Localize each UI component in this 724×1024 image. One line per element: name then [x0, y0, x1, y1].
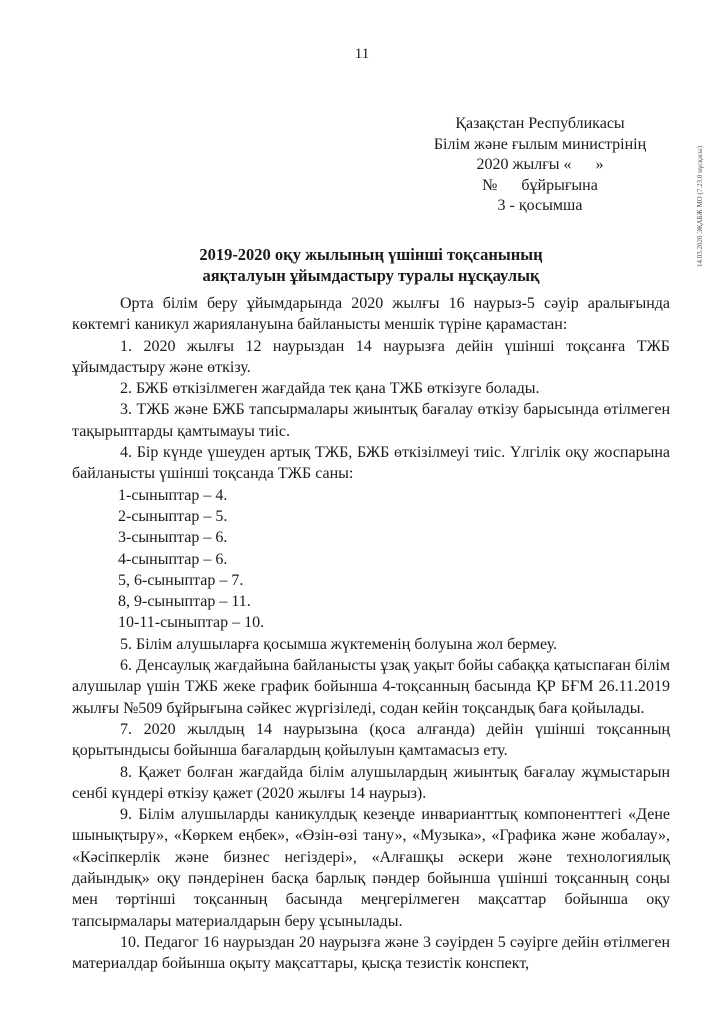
addressee-line: № бұйрығына [482, 176, 598, 194]
document-body [72, 293, 670, 975]
addressee-line: 3 - қосымша [497, 197, 583, 214]
title-line-2: аяқталуын ұйымдастыру туралы нұсқаулық [202, 266, 540, 285]
intro-paragraph: Орта білім беру ұйымдарында 2020 жылғы 16 наурыз-5 сәуір аралығында көктемгі каникул жариялануына байланысты меншік түріне қарамастан: [72, 295, 670, 334]
item-2: 2. БЖБ өткізілмеген жағдайда тек қана ТЖБ өткізуге болады. [120, 380, 540, 398]
item-4: 4. Бір күнде үшеуден артық ТЖБ, БЖБ өткізілмеуі тиіс. Үлгілік оқу жоспарына байланысты үшінші тоқсанда ТЖБ саны: [72, 444, 670, 483]
addressee-block [410, 114, 670, 217]
item-1: 1. 2020 жылғы 12 наурыздан 14 наурызға дейін үшінші тоқсанға ТЖБ ұйымдастыру және өткізу. [72, 337, 670, 376]
document-title [72, 244, 670, 286]
item-8: 8. Қажет болған жағдайда білім алушылардың жиынтық бағалау жұмыстарын сенбі күндері өткізу қажет (2020 жылғы 14 наурыз). [72, 763, 670, 802]
grade-count-item: 8, 9-сыныптар – 11. [118, 593, 251, 611]
grade-count-item: 1-сыныптар – 4. [118, 486, 228, 504]
grade-count-item: 5, 6-сыныптар – 7. [118, 571, 244, 589]
item-6: 6. Денсаулық жағдайына байланысты ұзақ уақыт бойы сабаққа қатыспаған білім алушылар үшін ТЖБ жеке график бойынша 4-тоқсанның басында ҚР БҒМ 26.11.2019 жылғы №509 бұйрығына сәйкес жүргізіледі, содан кейін тоқсандық баға қойылады. [72, 657, 670, 717]
grade-count-item: 10-11-сыныптар – 10. [118, 614, 265, 632]
addressee-line: Қазақстан Республикасы [455, 115, 625, 132]
grade-count-item: 3-сыныптар – 6. [118, 529, 228, 547]
item-5: 5. Білім алушыларға қосымша жүктеменің болуына жол бермеу. [120, 635, 558, 653]
page-number: 11 [354, 46, 370, 62]
side-stamp: 14.03.2020 ЭҚАБЖ МО (7.23.0 нұсқасы) [696, 145, 704, 267]
item-7: 7. 2020 жылдың 14 наурызына (қоса алғанда) дейін үшінші тоқсанның қорытындысы бойынша бағалардың қойылуын қамтамасыз ету. [72, 720, 670, 760]
grade-count-item: 2-сыныптар – 5. [118, 507, 228, 525]
item-10: 10. Педагог 16 наурыздан 20 наурызға және 3 сәуірден 5 сәуірге дейін өтілмеген материалдар бойынша оқыту мақсаттары, қысқа тезистік конспект, [72, 933, 670, 973]
addressee-line: Білім және ғылым министрінің [433, 135, 647, 153]
grade-count-item: 4-сыныптар – 6. [118, 550, 228, 568]
item-9: 9. Білім алушыларды каникулдық кезеңде инварианттық компоненттегі «Дене шынықтыру», «Көркем еңбек», «Өзін-өзі тану», «Музыка», «Графика және жобалау», «Кәсіпкерлік және бизнес негіздері», «Алғашқы әскери және технологиялық дайындық» оқу пәндерінен басқа барлық пәндер бойынша үшінші тоқсанның соңы мен төртінші тоқсанның басында меңгерілмеген мақсаттар бойынша оқу тапсырмалары материалдарын беру ұсынылады. [72, 806, 670, 930]
addressee-line: 2020 жылғы « » [476, 156, 604, 173]
item-3: 3. ТЖБ және БЖБ тапсырмалары жиынтық бағалау өткізу барысында өтілмеген тақырыптарды қамтымауы тиіс. [72, 401, 670, 440]
title-line-1: 2019-2020 оқу жылының үшінші тоқсанының [199, 245, 543, 264]
